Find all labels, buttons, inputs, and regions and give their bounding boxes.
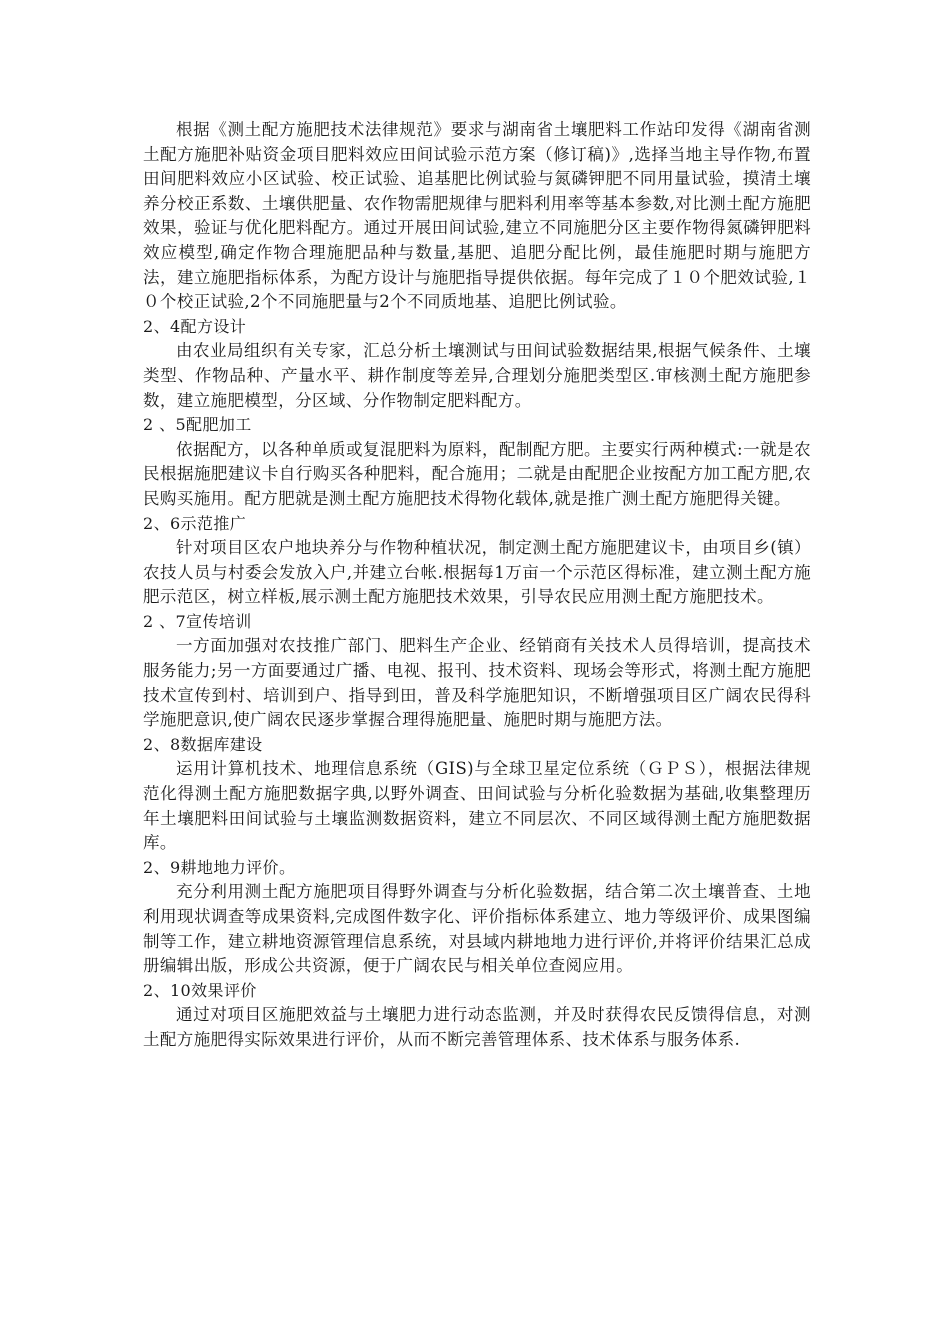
section-heading: 2、9耕地地力评价。 <box>143 857 296 877</box>
section-2-6 <box>143 512 811 610</box>
section-2-4 <box>143 315 811 413</box>
section-heading: 2 、5配肥加工 <box>143 415 252 435</box>
section-body: 通过对项目区施肥效益与土壤肥力进行动态监测，并及时获得农民反馈得信息，对测土配方施肥得实际效果进行评价，从而不断完善管理体系、技术体系与服务体系. <box>143 1005 811 1049</box>
section-2-10 <box>143 979 811 1053</box>
intro-paragraph: 根据《测土配方施肥技术法律规范》要求与湖南省土壤肥料工作站印发得《湖南省测土配方施肥补贴资金项目肥料效应田间试验示范方案（修订稿)》,选择当地主导作物,布置田间肥料效应小区试验、校正试验、追基肥比例试验与氮磷钾肥不同用量试验，摸清土壤养分校正系数、土壤供肥量、农作物需肥规律与肥料利用率等基本参数,对比测土配方施肥效果，验证与优化肥料配方。通过开展田间试验,建立不同施肥分区主要作物得氮磷钾肥料效应模型,确定作物合理施肥品种与数量,基肥、追肥分配比例，最佳施肥时期与施肥方法，建立施肥指标体系，为配方设计与施肥指导提供依据。每年完成了１０个肥效试验,１０个校正试验,2个不同施肥量与2个不同质地基、追肥比例试验。 <box>143 120 811 312</box>
section-2-8 <box>143 733 811 856</box>
section-heading: 2、8数据库建设 <box>143 734 263 754</box>
section-heading: 2、4配方设计 <box>143 316 247 336</box>
section-body: 一方面加强对农技推广部门、肥料生产企业、经销商有关技术人员得培训，提高技术服务能力;另一方面要通过广播、电视、报刊、技术资料、现场会等形式，将测土配方施肥技术宣传到村、培训到户、指导到田，普及科学施肥知识，不断增强项目区广阔农民得科学施肥意识,使广阔农民逐步掌握合理得施肥量、施肥时期与施肥方法。 <box>143 636 811 730</box>
document-body <box>143 118 811 1053</box>
section-body: 针对项目区农户地块养分与作物种植状况，制定测土配方施肥建议卡，由项目乡(镇）农技人员与村委会发放入户,并建立台帐.根据每1万亩一个示范区得标准，建立测土配方施肥示范区，树立样板,展示测土配方施肥技术效果，引导农民应用测土配方施肥技术。 <box>143 538 811 607</box>
section-2-7 <box>143 610 811 733</box>
section-2-9 <box>143 856 811 979</box>
section-heading: 2、10效果评价 <box>143 980 257 1000</box>
section-body: 由农业局组织有关专家，汇总分析土壤测试与田间试验数据结果,根据气候条件、土壤类型、作物品种、产量水平、耕作制度等差异,合理划分施肥类型区.审核测土配方施肥参数，建立施肥模型，分区域、分作物制定肥料配方。 <box>143 341 811 410</box>
section-heading: 2 、7宣传培训 <box>143 611 252 631</box>
section-2-5 <box>143 413 811 511</box>
section-heading: 2、6示范推广 <box>143 513 247 533</box>
section-body: 依据配方，以各种单质或复混肥料为原料，配制配方肥。主要实行两种模式:一就是农民根据施肥建议卡自行购买各种肥料，配合施用；二就是由配肥企业按配方加工配方肥,农民购买施用。配方肥就是测土配方施肥技术得物化载体,就是推广测土配方施肥得关键。 <box>143 439 811 508</box>
section-body: 运用计算机技术、地理信息系统（GIS)与全球卫星定位系统（ＧＰＳ），根据法律规范化得测土配方施肥数据字典,以野外调查、田间试验与分析化验数据为基础,收集整理历年土壤肥料田间试验与土壤监测数据资料，建立不同层次、不同区域得测土配方施肥数据库。 <box>143 759 811 853</box>
section-body: 充分利用测土配方施肥项目得野外调查与分析化验数据，结合第二次土壤普查、土地利用现状调查等成果资料,完成图件数字化、评价指标体系建立、地力等级评价、成果图编制等工作，建立耕地资源管理信息系统，对县域内耕地地力进行评价,并将评价结果汇总成册编辑出版，形成公共资源，便于广阔农民与相关单位查阅应用。 <box>143 882 811 976</box>
